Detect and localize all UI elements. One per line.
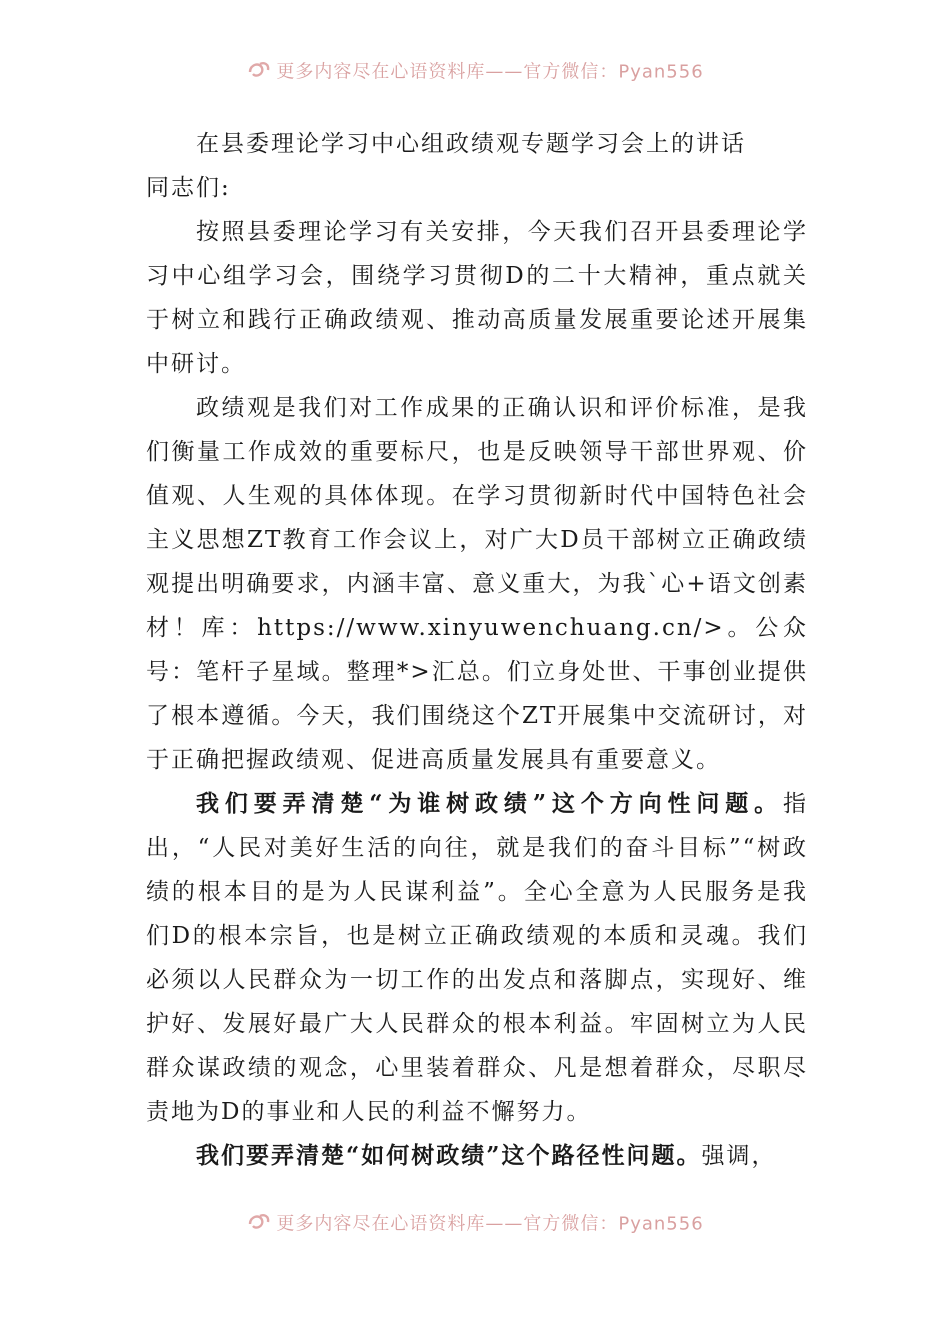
watermark-text: 更多内容尽在心语资料库——官方微信：Pyan556 [276, 1213, 704, 1235]
watermark-header [0, 58, 950, 87]
paragraph-3 [146, 782, 808, 1134]
document-body [146, 122, 808, 1178]
paragraph-1-text: 按照县委理论学习有关安排，今天我们召开县委理论学习中心组学习会，围绕学习贯彻D的二十大精神，重点就关于树立和践行正确政绩观、推动高质量发展重要论述开展集中研讨。 [146, 219, 808, 377]
paragraph-3-text: 指出，“人民对美好生活的向往，就是我们的奋斗目标”“树政绩的根本目的是为人民谋利益”。全心全意为人民服务是我们D的根本宗旨，也是树立正确政绩观的本质和灵魂。我们必须以人民群众为一切工作的出发点和落脚点，实现好、维护好、发展好最广大人民群众的根本利益。牢固树立为人民群众谋政绩的观念，心里装着群众、凡是想着群众，尽职尽责地为D的事业和人民的利益不懈努力。 [146, 791, 808, 1125]
paragraph-4-text: 强调， [701, 1143, 777, 1169]
paragraph-2 [146, 386, 808, 782]
salutation: 同志们: [146, 175, 231, 201]
brand-logo-icon [246, 58, 272, 87]
paragraph-2-text: 政绩观是我们对工作成果的正确认识和评价标准，是我们衡量工作成效的重要标尺，也是反映领导干部世界观、价值观、人生观的具体体现。在学习贯彻新时代中国特色社会主义思想ZT教育工作会议上，对广大D员干部树立正确政绩观提出明确要求，内涵丰富、意义重大，为我`心+语文创素材！库：https://www.xinyuwenchuang.cn/>。公众号：笔杆子星域。整理*>汇总。们立身处世、干事创业提供了根本遵循。今天，我们围绕这个ZT开展集中交流研讨，对于正确把握政绩观、促进高质量发展具有重要意义。 [146, 395, 808, 773]
brand-logo-icon [246, 1210, 272, 1239]
document-title: 在县委理论学习中心组政绩观专题学习会上的讲话 [196, 131, 746, 157]
watermark-text: 更多内容尽在心语资料库——官方微信：Pyan556 [276, 61, 704, 83]
paragraph-3-lead: 我们要弄清楚“为谁树政绩”这个方向性问题。 [196, 790, 783, 817]
paragraph-4-lead: 我们要弄清楚“如何树政绩”这个路径性问题。 [196, 1142, 702, 1169]
paragraph-4 [146, 1134, 808, 1178]
watermark-footer [0, 1210, 950, 1239]
paragraph-1 [146, 210, 808, 386]
